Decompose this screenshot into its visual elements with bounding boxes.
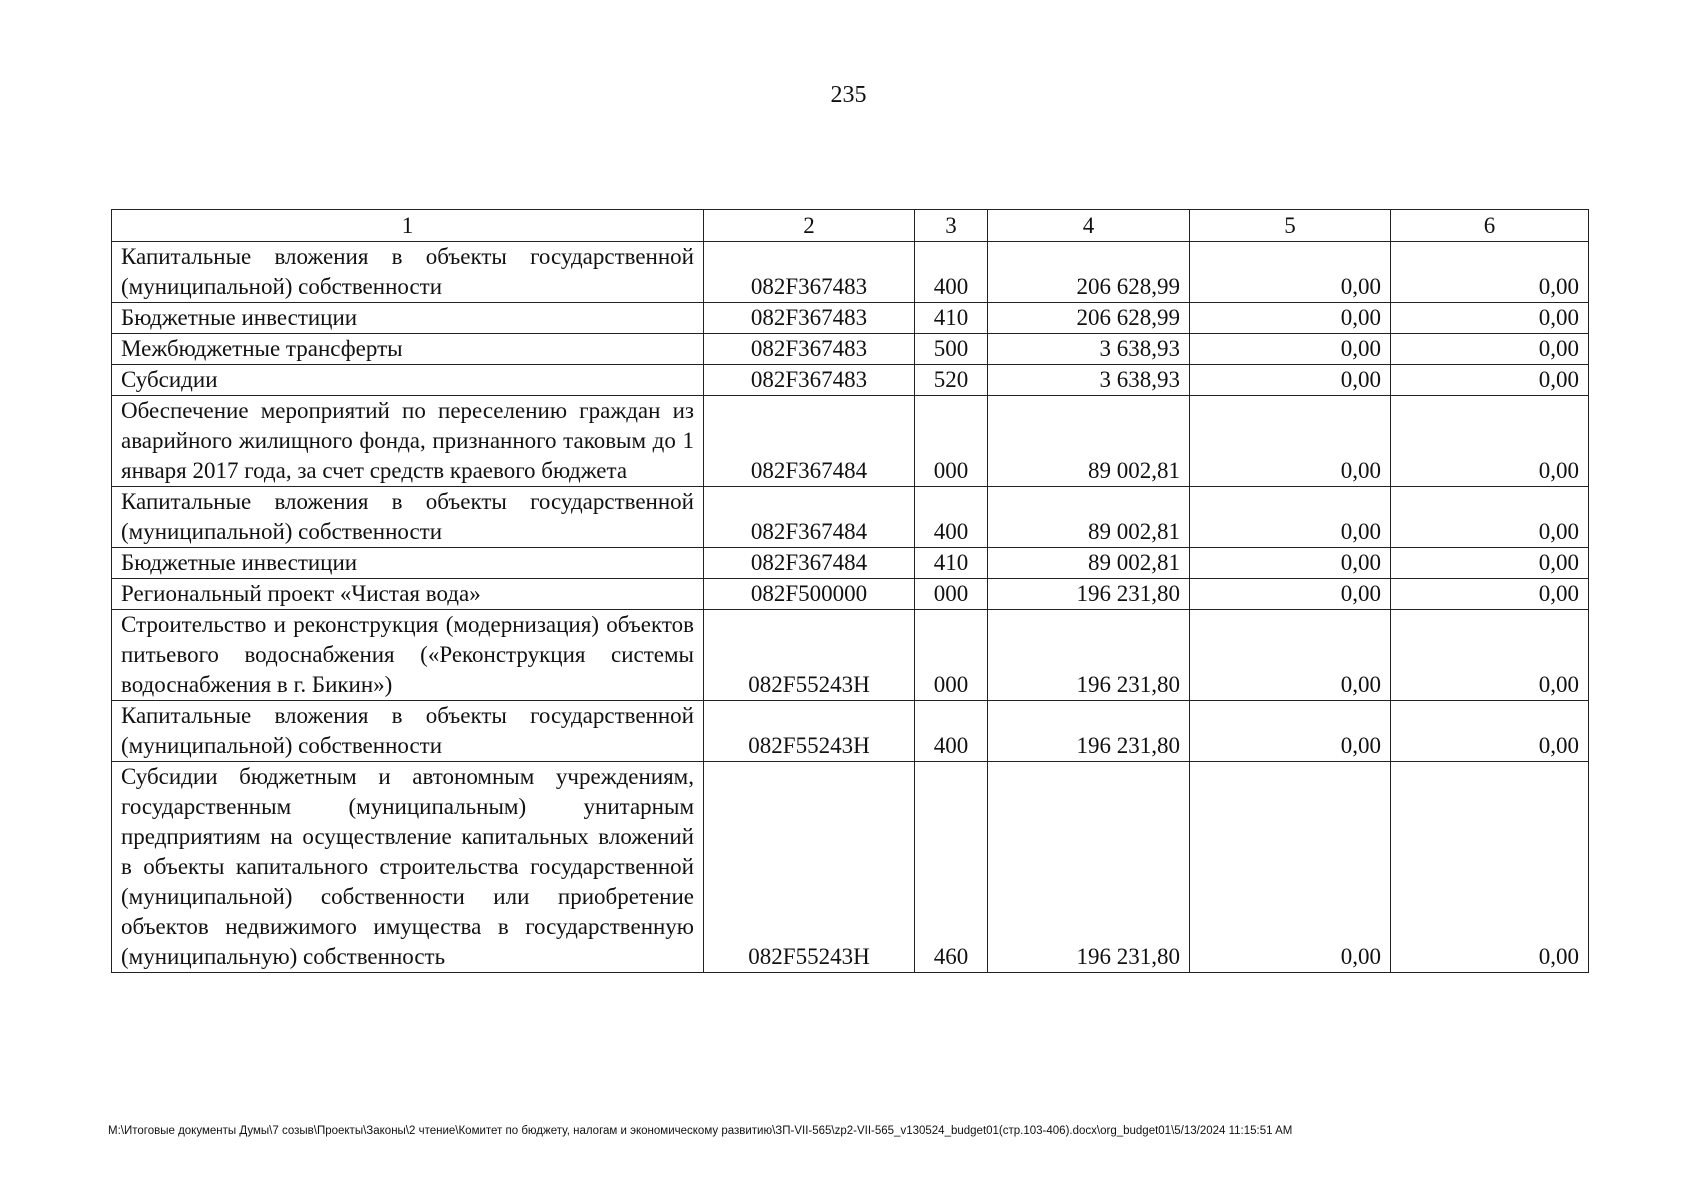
table-row: [112, 365, 1589, 396]
expense-type-cell: 460: [915, 762, 988, 973]
column-header: 5: [1190, 210, 1391, 242]
amount-cell: 0,00: [1391, 701, 1589, 762]
table-header-row: [112, 210, 1589, 242]
amount-cell: 0,00: [1190, 365, 1391, 396]
amount-cell: 206 628,99: [988, 242, 1190, 303]
amount-cell: 0,00: [1391, 762, 1589, 973]
target-code-cell: 082F500000: [704, 579, 915, 610]
amount-cell: 196 231,80: [988, 701, 1190, 762]
row-name-cell: [112, 303, 704, 334]
row-name-cell: [112, 365, 704, 396]
table-row: [112, 610, 1589, 701]
row-name-text: Субсидии: [121, 367, 218, 392]
amount-cell: 3 638,93: [988, 365, 1190, 396]
amount-cell: 0,00: [1391, 548, 1589, 579]
table-row: [112, 303, 1589, 334]
budget-table: [111, 209, 1589, 973]
amount-cell: 0,00: [1391, 579, 1589, 610]
table-row: [112, 487, 1589, 548]
table-body: [112, 242, 1589, 973]
row-name-cell: [112, 334, 704, 365]
amount-cell: 0,00: [1190, 303, 1391, 334]
target-code-cell: 082F367484: [704, 396, 915, 487]
footer-file-path: M:\Итоговые документы Думы\7 созыв\Проекты\Законы\2 чтение\Комитет по бюджету, налогам и экономическому развитию\ЗП-VII-565\zp2-VII-565_v130524_budget01(стр.103-406).docx\org_budget01\5/13/2024 11:15:51 AM: [108, 1125, 1293, 1137]
table-row: [112, 242, 1589, 303]
amount-cell: 0,00: [1190, 548, 1391, 579]
amount-cell: 0,00: [1391, 365, 1589, 396]
row-name-cell: [112, 701, 704, 762]
amount-cell: 0,00: [1190, 610, 1391, 701]
target-code-cell: 082F367483: [704, 303, 915, 334]
page-number: 235: [830, 82, 867, 108]
amount-cell: 0,00: [1391, 610, 1589, 701]
expense-type-cell: 400: [915, 487, 988, 548]
row-name-cell: [112, 610, 704, 701]
row-name-text: Капитальные вложения в объекты государственной (муниципальной) собственности: [121, 489, 694, 544]
expense-type-cell: 500: [915, 334, 988, 365]
row-name-text: Бюджетные инвестиции: [121, 305, 358, 330]
row-name-cell: [112, 548, 704, 579]
expense-type-cell: 410: [915, 548, 988, 579]
amount-cell: 0,00: [1190, 579, 1391, 610]
row-name-text: Капитальные вложения в объекты государственной (муниципальной) собственности: [121, 703, 694, 758]
amount-cell: 0,00: [1391, 396, 1589, 487]
expense-type-cell: 410: [915, 303, 988, 334]
target-code-cell: 082F55243H: [704, 610, 915, 701]
table-row: [112, 548, 1589, 579]
target-code-cell: 082F367483: [704, 242, 915, 303]
table-row: [112, 579, 1589, 610]
amount-cell: 0,00: [1190, 242, 1391, 303]
expense-type-cell: 400: [915, 701, 988, 762]
row-name-cell: [112, 396, 704, 487]
column-header: 6: [1391, 210, 1589, 242]
row-name-text: Субсидии бюджетным и автономным учреждениям, государственным (муниципальным) унитарным предприятиям на осуществление капитальных вложений в объекты капитального строительства государственной (муниципальной) собственности или приобретение объектов недвижимого имущества в государственную (муниципальную) собственность: [121, 764, 694, 969]
amount-cell: 0,00: [1190, 487, 1391, 548]
amount-cell: 0,00: [1190, 396, 1391, 487]
amount-cell: 0,00: [1391, 242, 1589, 303]
target-code-cell: 082F367483: [704, 365, 915, 396]
row-name-cell: [112, 487, 704, 548]
target-code-cell: 082F367484: [704, 548, 915, 579]
expense-type-cell: 520: [915, 365, 988, 396]
amount-cell: 206 628,99: [988, 303, 1190, 334]
amount-cell: 0,00: [1190, 762, 1391, 973]
expense-type-cell: 000: [915, 396, 988, 487]
amount-cell: 89 002,81: [988, 487, 1190, 548]
row-name-text: Межбюджетные трансферты: [121, 336, 403, 361]
table-row: [112, 701, 1589, 762]
table-row: [112, 334, 1589, 365]
amount-cell: 0,00: [1190, 701, 1391, 762]
column-header: 2: [704, 210, 915, 242]
amount-cell: 3 638,93: [988, 334, 1190, 365]
row-name-text: Обеспечение мероприятий по переселению граждан из аварийного жилищного фонда, признанного таковым до 1 января 2017 года, за счет средств краевого бюджета: [121, 398, 694, 483]
row-name-text: Строительство и реконструкция (модернизация) объектов питьевого водоснабжения («Реконструкция системы водоснабжения в г. Бикин»): [121, 612, 694, 697]
column-header: 1: [112, 210, 704, 242]
amount-cell: 89 002,81: [988, 396, 1190, 487]
amount-cell: 0,00: [1391, 303, 1589, 334]
row-name-cell: [112, 762, 704, 973]
amount-cell: 196 231,80: [988, 762, 1190, 973]
amount-cell: 0,00: [1190, 334, 1391, 365]
target-code-cell: 082F367484: [704, 487, 915, 548]
target-code-cell: 082F55243H: [704, 701, 915, 762]
expense-type-cell: 000: [915, 579, 988, 610]
amount-cell: 0,00: [1391, 487, 1589, 548]
row-name-text: Бюджетные инвестиции: [121, 550, 358, 575]
row-name-text: Капитальные вложения в объекты государственной (муниципальной) собственности: [121, 244, 694, 299]
row-name-cell: [112, 242, 704, 303]
table-row: [112, 762, 1589, 973]
row-name-cell: [112, 579, 704, 610]
table-row: [112, 396, 1589, 487]
target-code-cell: 082F55243H: [704, 762, 915, 973]
expense-type-cell: 400: [915, 242, 988, 303]
amount-cell: 196 231,80: [988, 579, 1190, 610]
expense-type-cell: 000: [915, 610, 988, 701]
row-name-text: Региональный проект «Чистая вода»: [121, 581, 481, 606]
column-header: 4: [988, 210, 1190, 242]
amount-cell: 89 002,81: [988, 548, 1190, 579]
target-code-cell: 082F367483: [704, 334, 915, 365]
amount-cell: 196 231,80: [988, 610, 1190, 701]
column-header: 3: [915, 210, 988, 242]
amount-cell: 0,00: [1391, 334, 1589, 365]
